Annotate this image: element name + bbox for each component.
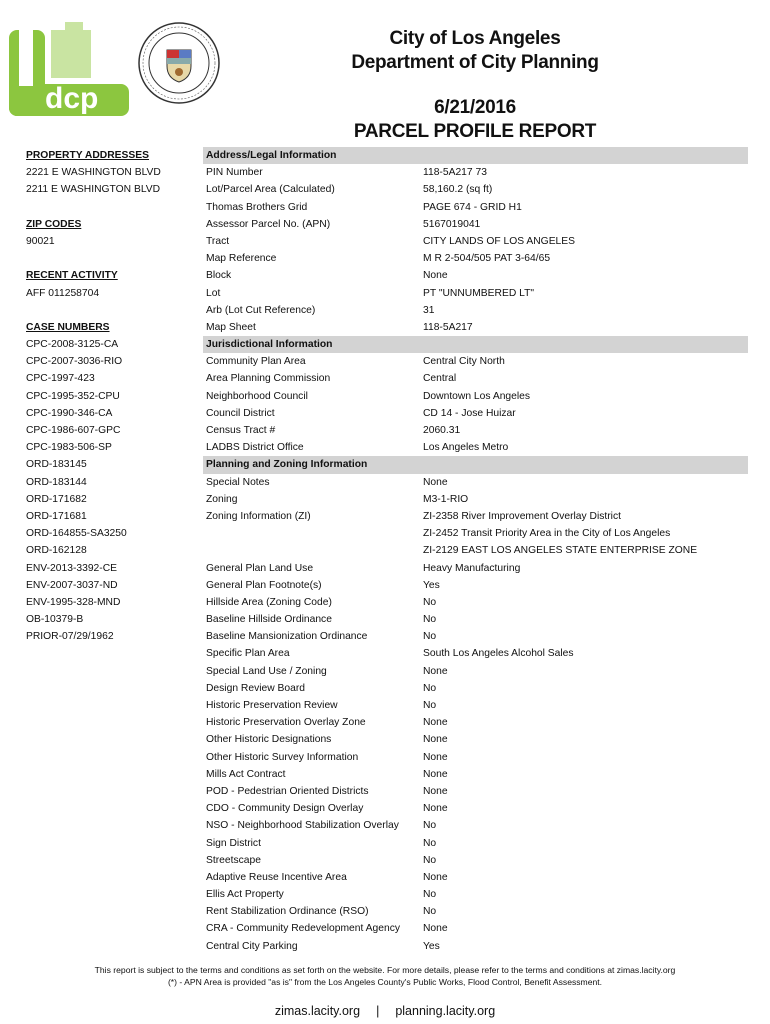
info-label: General Plan Land Use <box>206 562 314 574</box>
info-label: CRA - Community Redevelopment Agency <box>206 923 401 935</box>
info-label: Streetscape <box>206 854 261 866</box>
link-separator: | <box>376 1004 380 1018</box>
left-column <box>26 147 201 645</box>
info-value: None <box>423 751 448 763</box>
info-label: NSO - Neighborhood Stabilization Overlay <box>206 820 399 832</box>
info-value: M R 2-504/505 PAT 3-64/65 <box>423 253 551 265</box>
info-row <box>203 542 748 559</box>
report-title: PARCEL PROFILE REPORT <box>353 121 597 142</box>
apn-note: (*) - APN Area is provided "as is" from the Los Angeles County's Public Works, Flood Control, Benefit Assessment. <box>167 977 603 987</box>
info-value: None <box>423 717 448 729</box>
info-label: Ellis Act Property <box>206 889 284 901</box>
case-number: ORD-183145 <box>26 459 87 471</box>
info-label: LADBS District Office <box>206 442 304 454</box>
info-label: Council District <box>206 407 275 419</box>
section-header: Jurisdictional Information <box>203 336 748 353</box>
info-value: None <box>423 476 448 488</box>
info-row <box>203 783 748 800</box>
info-value: M3-1-RIO <box>423 493 469 505</box>
info-label: Mills Act Contract <box>206 768 286 780</box>
info-label: Community Plan Area <box>206 356 306 368</box>
info-label: Baseline Mansionization Ordinance <box>206 631 368 643</box>
info-label: Other Historic Survey Information <box>206 751 359 763</box>
info-label: Arb (Lot Cut Reference) <box>206 304 316 316</box>
section-header: Address/Legal Information <box>203 147 748 164</box>
city-title: City of Los Angeles <box>389 28 561 49</box>
case-numbers-list <box>26 336 201 645</box>
info-value: None <box>423 768 448 780</box>
info-value: None <box>423 270 448 282</box>
property-address: 2221 E WASHINGTON BLVD <box>26 167 161 179</box>
info-row <box>203 216 748 233</box>
zimas-link[interactable]: zimas.lacity.org <box>274 1004 361 1018</box>
svg-text:dcp: dcp <box>45 82 99 115</box>
case-number: PRIOR-07/29/1962 <box>26 631 114 643</box>
info-value: No <box>423 889 437 901</box>
report-date: 6/21/2016 <box>434 97 516 118</box>
info-label: Hillside Area (Zoning Code) <box>206 596 332 608</box>
info-row <box>203 319 748 336</box>
info-value: No <box>423 596 437 608</box>
info-row <box>203 491 748 508</box>
zip-code: 90021 <box>26 235 55 247</box>
info-row <box>203 817 748 834</box>
info-row <box>203 835 748 852</box>
info-value: PT "UNNUMBERED LT" <box>423 287 535 299</box>
info-label: Lot <box>206 287 221 299</box>
info-label: Special Notes <box>206 476 270 488</box>
case-number: ENV-1995-328-MND <box>26 596 121 608</box>
info-row <box>203 869 748 886</box>
info-value: Yes <box>423 579 440 591</box>
info-label: POD - Pedestrian Oriented Districts <box>206 785 369 797</box>
info-row <box>203 628 748 645</box>
info-value: None <box>423 785 448 797</box>
info-value: 2060.31 <box>423 425 461 436</box>
info-row <box>203 525 748 542</box>
case-number: ORD-171682 <box>26 493 87 505</box>
ladcp-logo <box>9 22 129 118</box>
info-value: South Los Angeles Alcohol Sales <box>423 648 574 660</box>
case-number: CPC-1983-506-SP <box>26 442 112 454</box>
info-row <box>203 680 748 697</box>
info-value: 5167019041 <box>423 218 481 230</box>
case-number: CPC-1995-352-CPU <box>26 390 120 402</box>
info-label: Baseline Hillside Ordinance <box>206 614 332 626</box>
info-label: Zoning Information (ZI) <box>206 510 311 522</box>
info-label: PIN Number <box>206 167 263 179</box>
case-number: ORD-162128 <box>26 545 87 557</box>
info-row <box>203 938 748 955</box>
info-label: Sign District <box>206 837 261 849</box>
info-row <box>203 594 748 611</box>
info-value: Central City North <box>423 356 505 368</box>
info-row <box>203 645 748 662</box>
info-value: PAGE 674 - GRID H1 <box>423 201 522 213</box>
info-value: None <box>423 665 448 677</box>
info-value: 31 <box>423 304 435 316</box>
info-label: Design Review Board <box>206 682 306 694</box>
info-row <box>203 611 748 628</box>
case-number: ORD-183144 <box>26 476 87 488</box>
case-number: ORD-164855-SA3250 <box>26 528 127 540</box>
info-value: No <box>423 837 437 849</box>
info-row <box>203 749 748 766</box>
info-row <box>203 920 748 937</box>
info-row <box>203 766 748 783</box>
info-label: Historic Preservation Overlay Zone <box>206 717 366 729</box>
terms-note: This report is subject to the terms and conditions as set forth on the website. For more details, please refer to the terms and conditions at zimas.lacity.org <box>94 965 676 975</box>
section-header: Planning and Zoning Information <box>203 456 748 473</box>
info-value: 118-5A217 73 <box>423 167 487 179</box>
info-label: Census Tract # <box>206 425 276 436</box>
info-label: Area Planning Commission <box>206 373 331 385</box>
city-seal <box>138 22 220 104</box>
info-value: No <box>423 700 437 711</box>
recent-activity-item: AFF 011258704 <box>26 287 100 299</box>
info-label: Special Land Use / Zoning <box>206 665 327 677</box>
info-row <box>203 422 748 439</box>
info-row <box>203 560 748 577</box>
info-value: Downtown Los Angeles <box>423 390 531 402</box>
property-addresses-heading: PROPERTY ADDRESSES <box>26 150 150 161</box>
info-label: Block <box>206 270 232 282</box>
info-row <box>203 903 748 920</box>
recent-activity-heading: RECENT ACTIVITY <box>26 270 118 282</box>
info-value: CITY LANDS OF LOS ANGELES <box>423 235 576 247</box>
info-row <box>203 886 748 903</box>
info-value: Central <box>423 373 457 385</box>
info-row <box>203 353 748 370</box>
info-value: Yes <box>423 940 440 952</box>
case-number: CPC-1990-346-CA <box>26 407 113 419</box>
info-label: Tract <box>206 235 230 247</box>
case-number: CPC-1986-607-GPC <box>26 425 121 436</box>
info-label: Adaptive Reuse Incentive Area <box>206 871 347 883</box>
info-row <box>203 714 748 731</box>
info-row <box>203 285 748 302</box>
info-label: Zoning <box>206 493 238 505</box>
info-label: Neighborhood Council <box>206 390 308 402</box>
info-label: Lot/Parcel Area (Calculated) <box>206 184 335 196</box>
info-row <box>203 267 748 284</box>
info-row <box>203 731 748 748</box>
info-label: General Plan Footnote(s) <box>206 579 322 591</box>
info-row <box>203 800 748 817</box>
case-number: ENV-2007-3037-ND <box>26 579 118 591</box>
info-value: No <box>423 614 437 626</box>
info-row <box>203 439 748 456</box>
info-value: ZI-2358 River Improvement Overlay District <box>423 510 621 522</box>
info-row <box>203 508 748 525</box>
case-number: OB-10379-B <box>26 614 84 626</box>
case-number: CPC-2007-3036-RIO <box>26 356 123 368</box>
info-label: Historic Preservation Review <box>206 700 338 711</box>
info-value: ZI-2129 EAST LOS ANGELES STATE ENTERPRISE ZONE <box>423 545 698 557</box>
info-label: Map Reference <box>206 253 277 265</box>
department-title: Department of City Planning <box>351 52 599 73</box>
info-value: 118-5A217 <box>423 321 473 333</box>
info-value: No <box>423 682 437 694</box>
info-row <box>203 250 748 267</box>
case-number: ENV-2013-3392-CE <box>26 562 118 574</box>
info-row <box>203 852 748 869</box>
info-label: Specific Plan Area <box>206 648 290 660</box>
info-value: No <box>423 631 437 643</box>
info-label: Other Historic Designations <box>206 734 332 746</box>
case-number: CPC-2008-3125-CA <box>26 339 119 351</box>
footer-links <box>0 1004 770 1018</box>
info-label: Thomas Brothers Grid <box>206 201 308 213</box>
info-row <box>203 388 748 405</box>
info-row <box>203 181 748 198</box>
case-number: CPC-1997-423 <box>26 373 95 385</box>
info-label: Assessor Parcel No. (APN) <box>206 218 331 230</box>
info-value: ZI-2452 Transit Priority Area in the City of Los Angeles <box>423 528 671 540</box>
info-row <box>203 577 748 594</box>
info-value: None <box>423 923 448 935</box>
property-address: 2211 E WASHINGTON BLVD <box>26 184 161 196</box>
parcel-info-table <box>203 147 748 955</box>
info-value: No <box>423 820 437 832</box>
info-value: Los Angeles Metro <box>423 442 509 454</box>
info-label: Rent Stabilization Ordinance (RSO) <box>206 906 369 918</box>
info-value: CD 14 - Jose Huizar <box>423 407 516 419</box>
info-value: None <box>423 803 448 815</box>
info-row <box>203 405 748 422</box>
info-value: None <box>423 871 448 883</box>
info-row <box>203 199 748 216</box>
info-row <box>203 164 748 181</box>
info-label: Map Sheet <box>206 321 256 333</box>
zip-codes-heading: ZIP CODES <box>26 218 82 230</box>
info-value: No <box>423 906 437 918</box>
info-row <box>203 474 748 491</box>
info-label: Central City Parking <box>206 940 298 952</box>
info-row <box>203 302 748 319</box>
info-value: None <box>423 734 448 746</box>
case-numbers-heading: CASE NUMBERS <box>26 321 110 333</box>
info-row <box>203 663 748 680</box>
case-number: ORD-171681 <box>26 510 87 522</box>
info-row <box>203 697 748 714</box>
info-value: Heavy Manufacturing <box>423 562 521 574</box>
info-row <box>203 370 748 387</box>
info-value: 58,160.2 (sq ft) <box>423 184 493 196</box>
info-value: No <box>423 854 437 866</box>
info-row <box>203 233 748 250</box>
info-label: CDO - Community Design Overlay <box>206 803 364 815</box>
planning-link[interactable]: planning.lacity.org <box>395 1004 496 1018</box>
